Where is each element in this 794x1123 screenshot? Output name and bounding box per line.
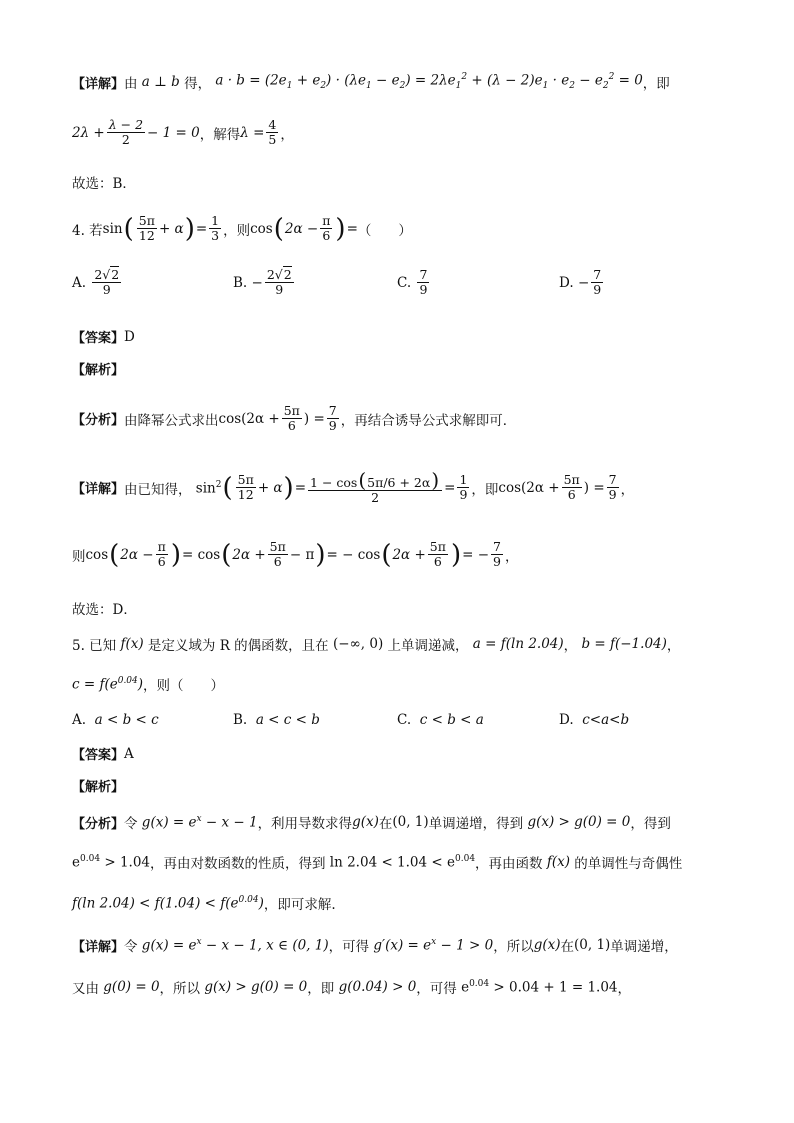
q4-answer (72, 327, 734, 346)
text: ， (617, 981, 632, 997)
formula: λ = (240, 124, 265, 141)
q5-answer (72, 744, 734, 763)
text: 单调递增， (610, 939, 678, 955)
text: ，可得 (328, 939, 370, 955)
fraction: $\frac{5\pi}{6}$ (429, 539, 446, 570)
q5-option-c (397, 712, 484, 728)
fraction: $\frac{1}{3}$ (211, 213, 220, 244)
fraction: $\frac{7}{9}$ (593, 267, 602, 298)
formula: − 1 = 0 (147, 124, 200, 141)
text: ，再由对数函数的性质，得到 (150, 856, 326, 872)
option-label: D. (559, 274, 574, 291)
option-text: c < b < a (419, 712, 484, 728)
option-label: B. (233, 712, 248, 728)
text: 在 (378, 816, 393, 832)
fraction: $\frac{\lambda - 2}{2}$ (108, 117, 144, 148)
q5-fenxi-line-3: f(ln $2.04) < f(1.04) < f(e^{0.04})$ ，即可求解. (72, 894, 336, 913)
text: ，再结合诱导公式求解即可． (340, 412, 517, 429)
text: ，再由函数 (475, 856, 543, 872)
text: ，利用导数求得 (257, 816, 353, 832)
fraction: $\frac{5\pi}{12}$ (138, 213, 155, 244)
q4-choose (72, 598, 734, 618)
detail-tag: 【详解】 (72, 76, 125, 92)
fenxi-tag: 【分析】 (72, 413, 125, 429)
stem-text: ， (563, 638, 578, 654)
fraction: $\frac{2√2}{9}$ (266, 267, 292, 298)
q4-option-a (72, 268, 123, 298)
text: ，解得 (199, 126, 241, 143)
detail-tag: 【详解】 (72, 939, 125, 955)
q4-detail-line-2: 则 cos ( 2α − $\frac{\pi}{6}$ ) = cos ( 2α + $\frac{5\pi}{6}$ − π ) = − cos ( 2α + $\frac{5\pi}{6}$ ) = − $\frac{7}{9}$ ， (72, 539, 519, 570)
fraction: $\frac{7}{9}$ (608, 472, 617, 503)
q5-fenxi-line-2: $e^{0.04} > 1.04$ ，再由对数函数的性质，得到 $\ln 2.04 < 1.04 < e^{0.04}$ ，再由函数 f(x) 的单调性与奇偶性 (72, 853, 683, 872)
stem-text: 4. 若 (72, 222, 103, 239)
text: ， (504, 548, 519, 565)
choose-text: 故选：B． (72, 176, 136, 192)
option-text: a < b < c (94, 712, 159, 728)
q5-option-a (72, 712, 159, 728)
text: 由已知得， (124, 481, 192, 498)
fraction: $\frac{5\pi}{6}$ (269, 539, 286, 570)
text: ， (620, 481, 635, 498)
text: ，即 (307, 981, 335, 997)
q4-option-d: D. − $\frac{7}{9}$ (559, 267, 602, 298)
option-label: A. (72, 274, 87, 291)
q5-detail-line-1: 【详解】 令 $g(x) = e^x - x - 1$, x ∈ (0, 1) ，可得 $g'(x) = e^x - 1 > 0$ ，所以 g(x) 在 (0, 1) 单调递增， (72, 936, 678, 955)
answer-tag: 【答案】 (72, 331, 125, 346)
fraction: $\frac{4}{5}$ (268, 117, 277, 148)
text: ， (280, 126, 294, 143)
q5-option-b (233, 712, 320, 728)
text: 由 (124, 76, 138, 92)
analysis-tag: 【解析】 (72, 363, 125, 378)
text: 则 (72, 548, 86, 565)
option-label: B. (233, 274, 248, 291)
fraction: $\frac{7}{9}$ (419, 267, 428, 298)
q4-analysis-heading (72, 359, 734, 378)
stem-text: （ ） (357, 222, 412, 239)
fraction: $\frac{\pi}{6}$ (157, 539, 166, 570)
fraction: $\frac{7}{9}$ (493, 539, 501, 570)
text: ，即 (471, 481, 499, 498)
q4-stem: 4. 若 sin ( $\frac{5\pi}{12}$ + α ) = $\frac{1}{3}$ ，则 cos ( 2α − $\frac{\pi}{6}$ ) = （ ） (72, 213, 412, 244)
q4-option-b: B. − $\frac{2√2}{9}$ (233, 267, 292, 298)
q5-detail-line-2: 又由 g(0) = 0 ，所以 g(x) > g(0) = 0 ，即 g(0.04) > 0 ，可得 $e^{0.04} > 0.04 + 1 = 1.04$ ， (72, 978, 632, 997)
q4-option-c (397, 268, 431, 298)
text: 又由 (72, 981, 99, 997)
formula: $a \cdot b = (2e_1 + e_2) \cdot (\lambda e_1 - e_2) = 2\lambda e_1^2 + (\lambda - 2)e_1 \cdot e_2 - e_2^2 = 0$ (211, 72, 643, 92)
formula: sin (102, 220, 123, 237)
text: 单调递增，得到 (428, 816, 524, 832)
option-label: A. (72, 712, 87, 728)
fraction: $\frac{1 - \cos(5\pi/6 + 2\alpha)}{2}$ (308, 470, 442, 506)
fraction: $\frac{7}{9}$ (328, 403, 337, 434)
text: ，可得 (416, 981, 457, 997)
fraction: $\frac{5\pi}{6}$ (563, 472, 580, 503)
fraction: $\frac{5\pi}{6}$ (283, 403, 300, 434)
text: ，即 (642, 76, 670, 92)
option-label: C. (397, 712, 412, 728)
option-text: c<a<b (582, 712, 630, 728)
q4-fenxi: 【分析】 由降幂公式求出 cos(2α + $\frac{5\pi}{6}$ ) = $\frac{7}{9}$ ，再结合诱导公式求解即可． (72, 403, 517, 434)
q5-fenxi-line-1: 【分析】 令 $g(x) = e^x - x - 1$ ，利用导数求得 g(x) 在 (0, 1) 单调递增，得到 g(x) > g(0) = 0 ，得到 (72, 813, 671, 832)
option-text: a < c < b (255, 712, 320, 728)
text: 令 (124, 816, 138, 832)
formula: 2λ + (72, 124, 105, 141)
analysis-tag: 【解析】 (72, 780, 125, 795)
fraction: $\frac{5\pi}{12}$ (237, 472, 254, 503)
fraction: $\frac{2√2}{9}$ (94, 267, 120, 298)
q5-option-d (559, 712, 629, 728)
answer-value: D (124, 328, 135, 345)
text: 的单调性与奇偶性 (574, 856, 683, 872)
stem-text: ，则 (223, 222, 251, 239)
stem-text: 上单调递减， (387, 638, 469, 654)
fraction: $\frac{1}{9}$ (459, 472, 468, 503)
stem-text: ，则（ ） (143, 678, 225, 694)
text: 令 (124, 939, 138, 955)
q5-analysis-heading (72, 776, 734, 795)
stem-text: 是定义域为 R 的偶函数，且在 (147, 638, 329, 654)
fraction: $\frac{\pi}{6}$ (322, 213, 331, 244)
text: ，得到 (630, 816, 671, 832)
formula: cos (250, 220, 273, 237)
formula: a ⊥ b (137, 74, 185, 90)
q4-detail-line-1: 【详解】 由已知得， $\sin^2$ ( $\frac{5\pi}{12}$ + α ) = $\frac{1 - \cos(5\pi/6 + 2\alpha)}{2}$ = $\frac{1}{9}$ ，即 cos(2α + $\frac{5\pi}{6}$ ) = $\frac{7}{9}$ ， (72, 468, 635, 506)
stem-text: 5. 已知 (72, 638, 117, 654)
detail-tag: 【详解】 (72, 482, 125, 498)
answer-tag: 【答案】 (72, 748, 125, 763)
q5-stem-line-2: $c = f(e^{0.04})$ ，则（ ） (72, 675, 225, 694)
text: ，即可求解. (263, 897, 336, 913)
choose-text: 故选：D． (72, 602, 137, 618)
option-label: D. (559, 712, 574, 728)
stem-text: ， (666, 638, 681, 654)
fenxi-tag: 【分析】 (72, 816, 125, 832)
q3-detail-line-1 (72, 72, 734, 92)
option-label: C. (397, 274, 412, 291)
q5-stem-line-1: 5. 已知 f(x) 是定义域为 R 的偶函数，且在 (−∞, 0) 上单调递减， a = f(ln 2.04) ， b = f(−1.04) ， (72, 636, 681, 654)
text: 得， (184, 76, 212, 92)
q3-choose (72, 172, 734, 192)
text: 由降幂公式求出 (124, 412, 219, 429)
text: ，所以 (493, 939, 534, 955)
text: 在 (560, 939, 574, 955)
text: ，所以 (159, 981, 201, 997)
q3-detail-line-2 (72, 118, 734, 148)
answer-value: A (124, 745, 134, 762)
